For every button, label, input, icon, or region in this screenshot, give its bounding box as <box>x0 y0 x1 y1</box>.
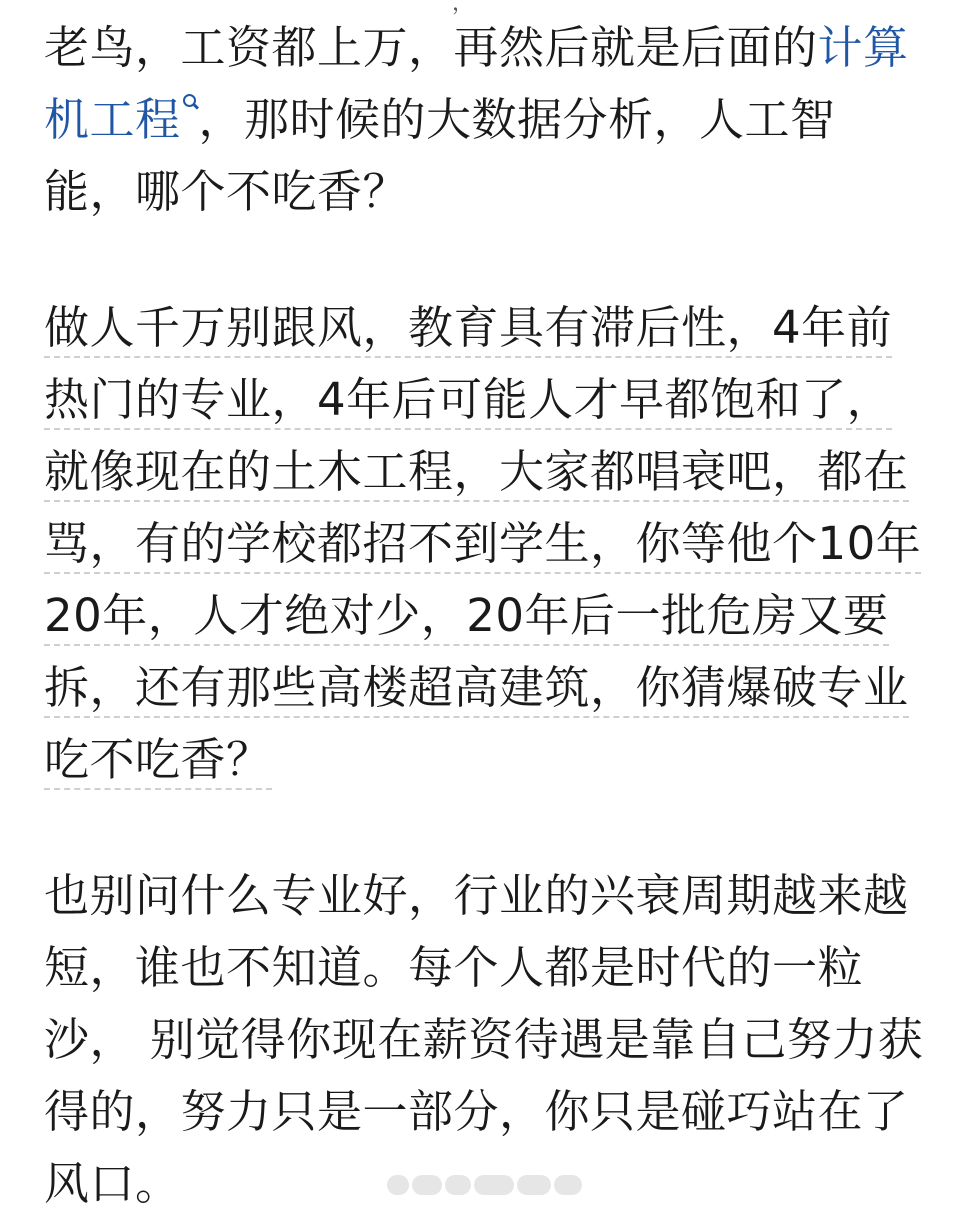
text-line <box>44 1004 924 1076</box>
article-body <box>44 12 924 1220</box>
text-segment: ，那时候的大数据分析，人工智 <box>198 93 836 146</box>
line-text <box>44 941 863 994</box>
text-segment: 短，谁也不知道。每个人都是时代的一粒 <box>44 941 864 994</box>
line-text <box>44 165 408 218</box>
underlined-text <box>44 589 889 646</box>
underlined-text <box>44 517 921 574</box>
text-line <box>44 12 924 84</box>
text-line <box>44 860 924 932</box>
paragraph-2 <box>44 292 924 796</box>
text-segment: 也别问什么专业好，行业的兴衰周期越来越 <box>44 869 909 922</box>
top-cropped-text: ， <box>452 0 475 16</box>
text-line <box>44 436 924 508</box>
text-line <box>44 1076 924 1148</box>
watermark-segment <box>387 1175 409 1195</box>
text-segment: 老鸟，工资都上万，再然后就是后面的 <box>44 21 818 74</box>
text-segment: 得的，努力只是一部分，你只是碰巧站在了 <box>44 1085 909 1138</box>
text-segment: 能，哪个不吃香？ <box>44 165 409 218</box>
keyword-link[interactable]: 计算 <box>817 21 909 74</box>
text-line <box>44 508 924 580</box>
paragraph-1 <box>44 12 924 228</box>
paragraph-gap <box>44 228 924 292</box>
text-line <box>44 292 924 364</box>
text-segment: 拆，还有那些高楼超高建筑，你猜爆破专业 <box>44 661 909 714</box>
text-line <box>44 652 924 724</box>
search-icon[interactable] <box>183 94 199 114</box>
line-text <box>44 869 909 922</box>
underlined-text <box>44 445 909 502</box>
line-text <box>44 1157 181 1210</box>
text-line <box>44 724 924 796</box>
text-line <box>44 364 924 436</box>
text-line <box>44 580 924 652</box>
text-line <box>44 932 924 1004</box>
underlined-text <box>44 301 892 358</box>
paragraph-3 <box>44 860 924 1220</box>
text-segment: 热门的专业，4年后可能人才早都饱和了， <box>44 373 893 426</box>
text-segment: 20年，人才绝对少，20年后一批危房又要 <box>44 589 889 642</box>
text-segment: 风口。 <box>44 1157 181 1210</box>
text-segment: 沙， 别觉得你现在薪资待遇是靠自己努力获 <box>44 1013 924 1066</box>
watermark-segment <box>474 1175 514 1195</box>
underlined-text <box>44 733 272 790</box>
line-text <box>44 1013 923 1066</box>
underlined-text <box>44 661 909 718</box>
watermark <box>387 1173 587 1197</box>
text-segment: 骂，有的学校都招不到学生，你等他个10年 <box>44 517 922 570</box>
watermark-segment <box>517 1175 551 1195</box>
text-segment: 做人千万别跟风，教育具有滞后性，4年前 <box>44 301 893 354</box>
text-line <box>44 84 924 156</box>
watermark-segment <box>554 1175 582 1195</box>
text-segment: 吃不吃香？ <box>44 733 272 786</box>
watermark-segment <box>412 1175 442 1195</box>
underlined-text <box>44 373 892 430</box>
paragraph-gap <box>44 796 924 860</box>
line-text <box>44 21 909 74</box>
text-segment: 就像现在的土木工程，大家都唱衰吧，都在 <box>44 445 909 498</box>
keyword-link[interactable]: 机工程 <box>44 93 181 146</box>
line-text <box>44 1085 909 1138</box>
watermark-segment <box>445 1175 471 1195</box>
line-text <box>44 93 836 146</box>
text-line <box>44 156 924 228</box>
